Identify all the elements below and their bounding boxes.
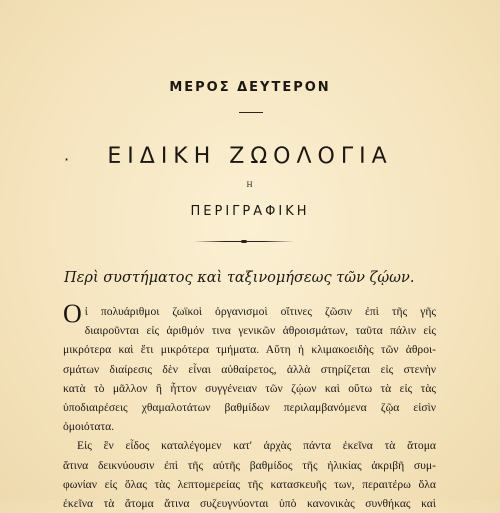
text-line: ἱ πολυάριθμοι ζωϊκοὶ ὀργανισμοὶ οἵτινες ζῶσιν ἐπὶ τῆς γῆς [84,305,436,318]
subtitle: ΠΕΡΙΓΡΑΦΙΚΗ [190,204,310,219]
text-line: μικρότερα καὶ ἔτι μικρότερα τμήματα. Αὕτη ἡ κλιμακοειδὴς τῶν ἀθροι- [63,343,436,357]
text-line: φωνίαν εἰς ὅλας τὰς λεπτομερείας τῆς κατασκευῆς των, περαιτέρω ὅλα [63,477,436,491]
text-line: σμάτων διαίρεσις δὲν εἶναι αὐθαίρετος, ἀλλὰ στηρίζεται εἰς στενὴν [63,362,436,376]
body-text [63,299,436,513]
title-dot: · [64,150,70,169]
text-line: ὑποδιαιρέσεις χθαμαλοτάτων βαθμίδων περιλαμβανόμενα ζῷα εἰσὶν [63,401,436,415]
dropcap: Ο [63,299,82,328]
text-line: ἅτινα δεικνύουσιν ἐπὶ τῆς αὐτῆς βαθμίδος τῆς ἡλικίας ἀκριβῆ συμ- [63,458,436,472]
divider-rule [239,112,263,113]
text-line: Εἰς ἓν εἶδος καταλέγομεν κατ' ἀρχὰς πάντα ἐκεῖνα τὰ ἄτομα [77,439,436,453]
main-title: ΕΙΔΙΚΗ ΖΩΟΛΟΓΙΑ [107,144,393,169]
ornament-divider [194,241,294,242]
main-title-block [0,144,500,169]
part-title: ΜΕΡΟΣ ΔΕΥΤΕΡΟΝ [169,80,331,95]
text-line: ὁμοιότατα. [63,420,115,434]
text-line: κατὰ τὸ μᾶλλον ἢ ἧττον συγγένειαν τῶν ζῴων καὶ οὕτω τὰ εἰς τὰς [63,381,436,395]
text-line: διαιροῦνται εἰς ἀριθμόν τινα γενικῶν ἀθροισμάτων, ταῦτα πάλιν εἰς [84,324,436,338]
text-line: ἐκεῖνα τὰ ἄτομα ἅτινα συζευγνύονται ὑπὸ κανονικὰς συνθήκας καὶ [63,497,436,511]
or-conjunction: Η [246,181,254,189]
section-heading: Περὶ συστήματος καὶ ταξινομήσεως τῶν ζῴων. [64,270,415,286]
